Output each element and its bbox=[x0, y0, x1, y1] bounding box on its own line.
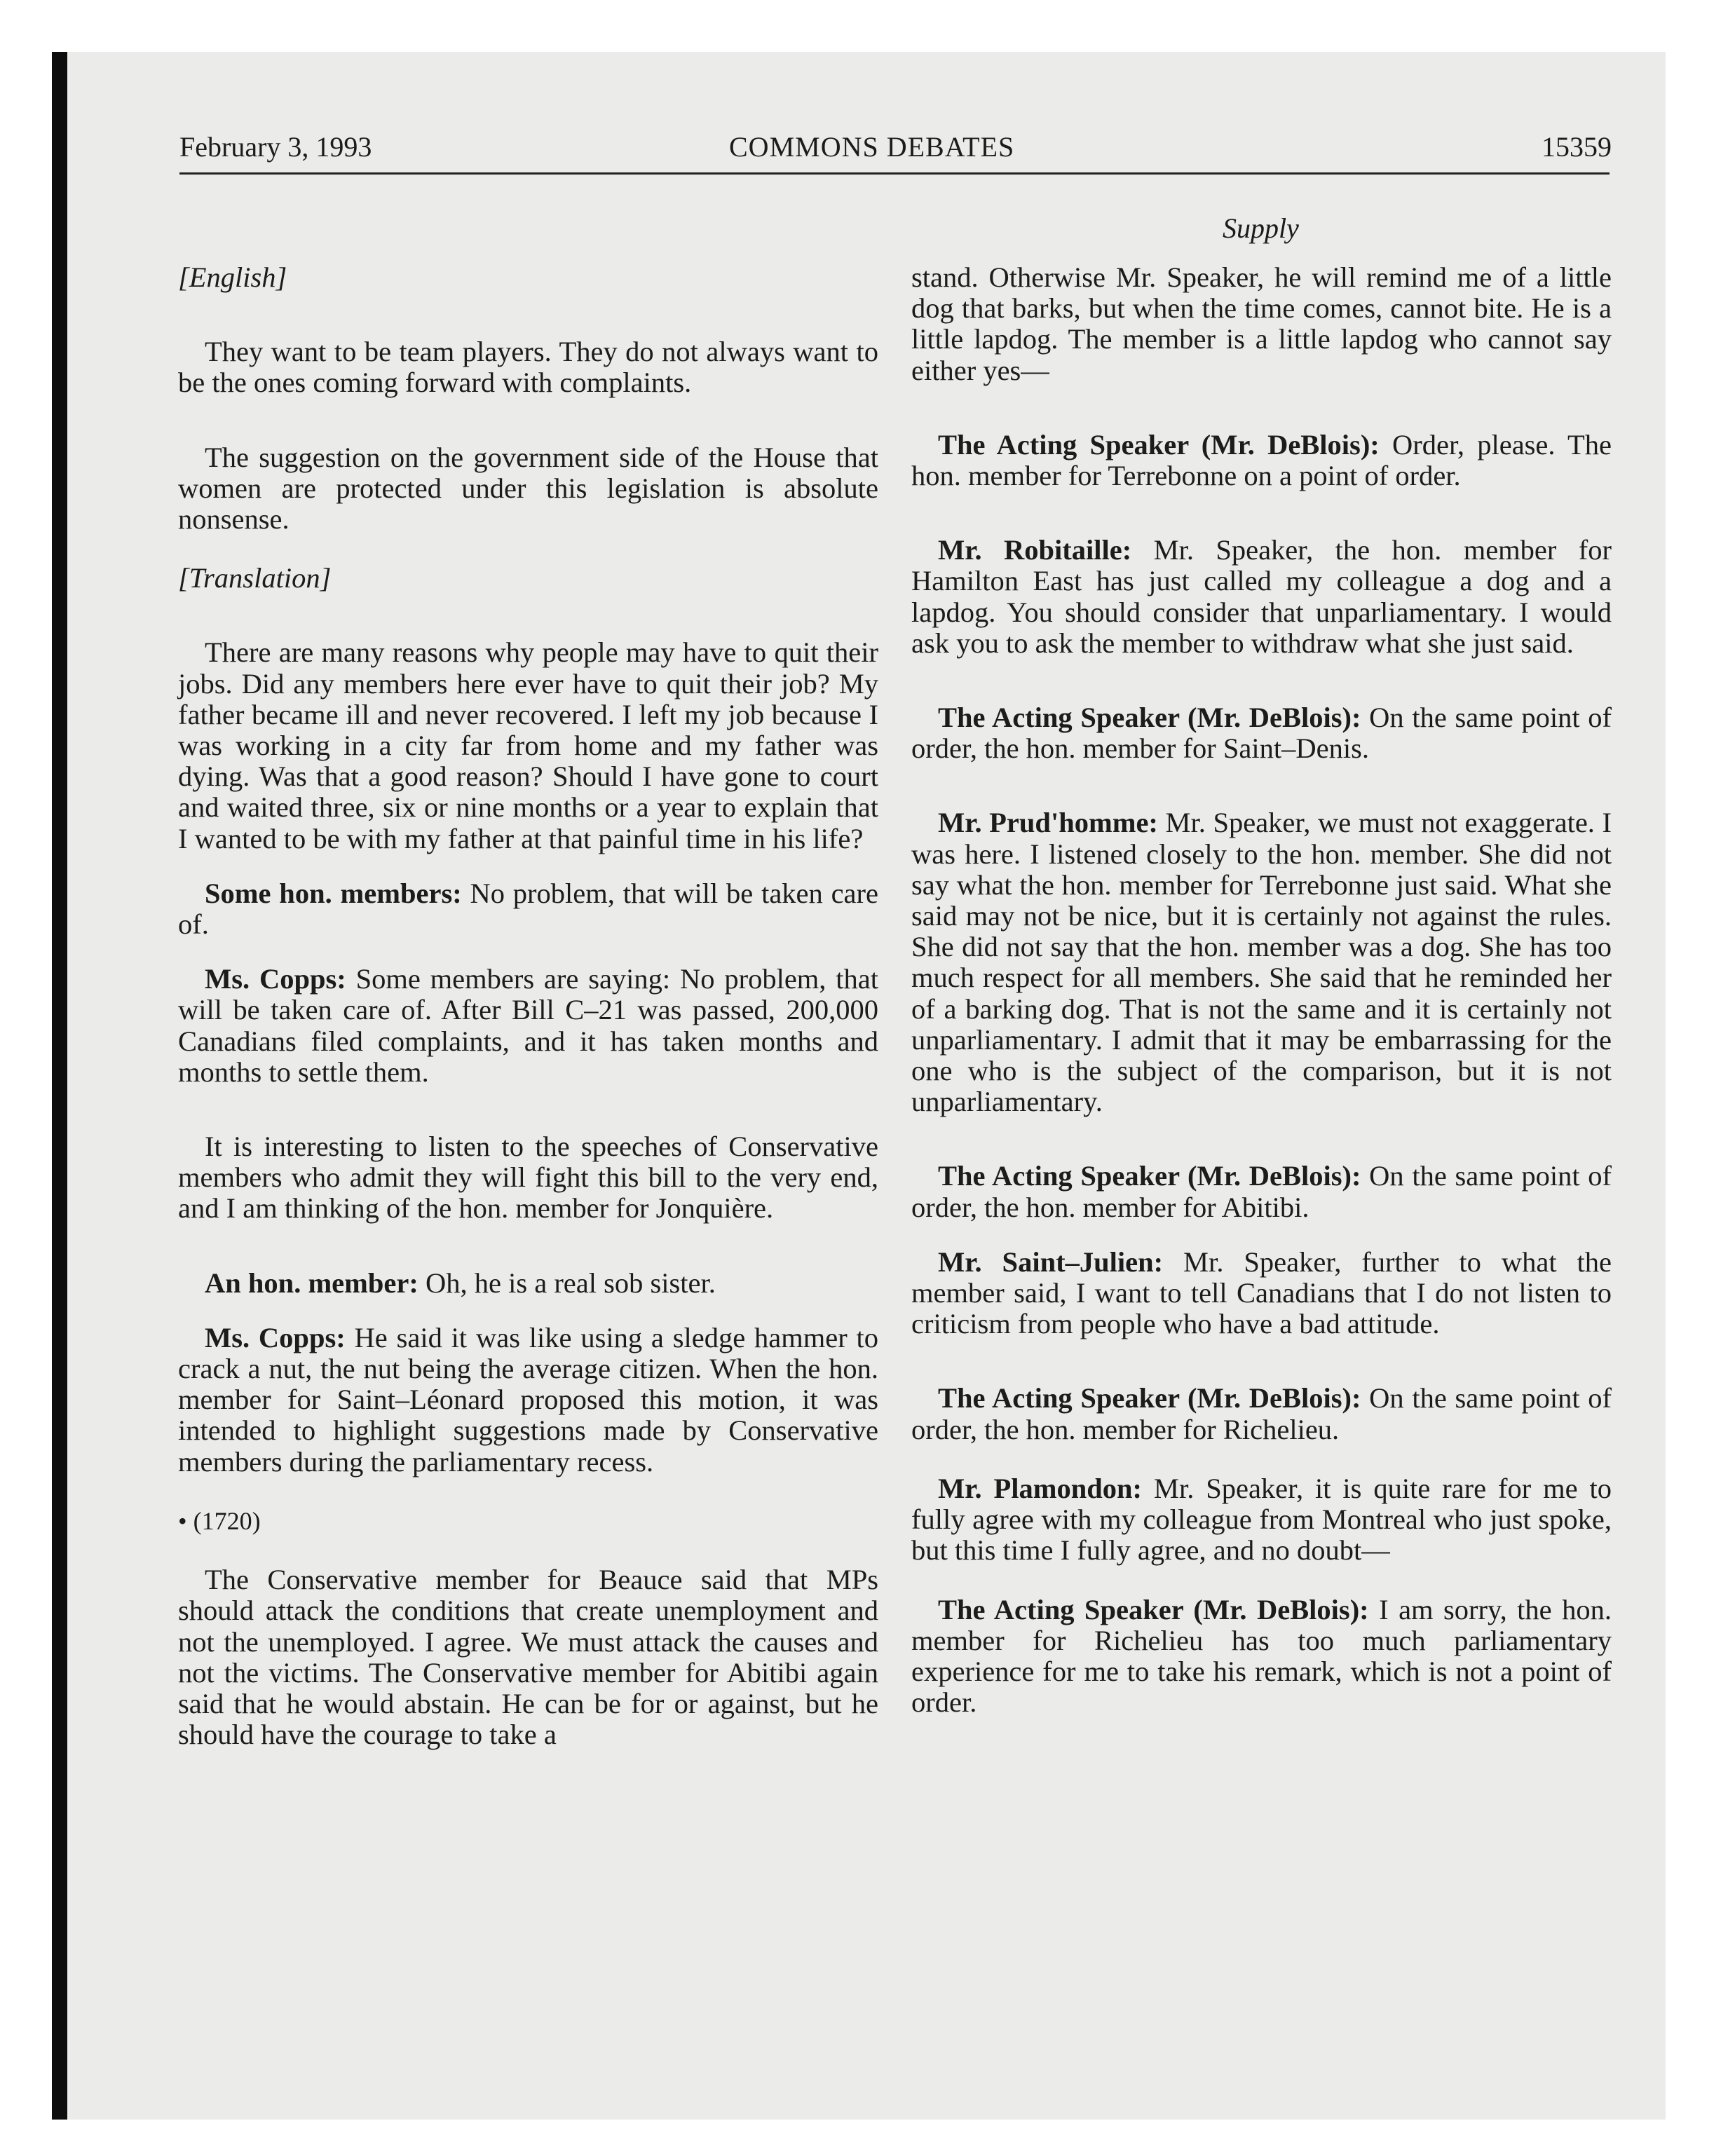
speech-text: He said it was like using a sledge hammer to crack a nut, the nut being the average citizen. When the hon. member for Saint–Léonard proposed this motion, it was intended to highlight suggestions made by Conservative members during the parliamentary recess. bbox=[178, 1321, 878, 1478]
speech bbox=[911, 1247, 1612, 1340]
speaker-name: Mr. Plamondon: bbox=[938, 1472, 1143, 1504]
timestamp: • (1720) bbox=[178, 1506, 261, 1535]
speech bbox=[911, 430, 1612, 491]
paragraph: There are many reasons why people may have to quit their jobs. Did any members here ever have to quit their job? My father became ill and never recovered. I left my job because I was working in a city far from home and my father was dying. Was that a good reason? Should I have gone to court and waited three, six or nine months or a year to explain that I wanted to be with my father at that painful time in his life? bbox=[178, 636, 878, 854]
speech-text: Mr. Speaker, further to what the member said, I want to tell Canadians that I do not listen to criticism from people who have a bad attitude. bbox=[911, 1246, 1612, 1340]
speech bbox=[911, 807, 1612, 1117]
speaker-name: Some hon. members: bbox=[205, 877, 462, 909]
speech-text: Mr. Speaker, we must not exaggerate. I was here. I listened closely to the hon. member. She did not say what the hon. member for Terrebonne just said. What she said may not be nice, but it is certainly not against the rules. She did not say that the hon. member was a dog. She has too much respect for all members. She said that he reminded her of a barking dog. That is not the same and it is certainly not unparliamentary. I admit that it may be embarrassing for the one who is the subject of the comparison, but it is not unparliamentary. bbox=[911, 807, 1612, 1118]
speaker-name: The Acting Speaker (Mr. DeBlois): bbox=[938, 1593, 1369, 1625]
speech bbox=[911, 1383, 1612, 1445]
speaker-name: Ms. Copps: bbox=[205, 1321, 346, 1353]
speech-text: Mr. Speaker, the hon. member for Hamilton East has just called my colleague a dog and a lapdog. You should consider that unparliamentary. I would ask you to ask the member to withdraw what she just said. bbox=[911, 534, 1612, 659]
speech-text: On the same point of order, the hon. member for Richelieu. bbox=[911, 1382, 1612, 1445]
language-tag: [English] bbox=[178, 261, 287, 293]
speech bbox=[911, 702, 1612, 764]
speech-text: Oh, he is a real sob sister. bbox=[418, 1267, 716, 1299]
speech bbox=[178, 964, 878, 1088]
paragraph: It is interesting to listen to the speeches of Conservative members who admit they will fight this bill to the very end, and I am thinking of the hon. member for Jonquière. bbox=[178, 1131, 878, 1224]
paragraph: stand. Otherwise Mr. Speaker, he will remind me of a little dog that barks, but when the time comes, cannot bite. He is a little lapdog. The member is a little lapdog who cannot say either yes— bbox=[911, 261, 1612, 386]
page-number: 15359 bbox=[1542, 131, 1612, 163]
paragraph: The Conservative member for Beauce said that MPs should attack the conditions that create unemployment and not the unemployed. I agree. We must attack the causes and not the victims. The Conservative member for Abitibi again said that he would abstain. He can be for or against, but he should have the courage to take a bbox=[178, 1564, 878, 1751]
language-tag: [Translation] bbox=[178, 562, 332, 594]
header-title: COMMONS DEBATES bbox=[729, 131, 1015, 163]
speech-text: I am sorry, the hon. member for Richelieu has too much parliamentary experience for me to take his remark, which is not a point of order. bbox=[911, 1593, 1612, 1719]
speech-text: Mr. Speaker, it is quite rare for me to fully agree with my colleague from Montreal who just spoke, but this time I fully agree, and no doubt— bbox=[911, 1472, 1612, 1567]
speaker-name: The Acting Speaker (Mr. DeBlois): bbox=[938, 1160, 1361, 1192]
speech bbox=[178, 878, 878, 940]
right-column bbox=[911, 262, 1612, 1718]
paragraph: The suggestion on the government side of the House that women are protected under this legislation is absolute nonsense. bbox=[178, 441, 878, 535]
speaker-name: Mr. Robitaille: bbox=[938, 534, 1132, 566]
header-rule bbox=[179, 172, 1610, 175]
speaker-name: The Acting Speaker (Mr. DeBlois): bbox=[938, 1382, 1361, 1414]
speaker-name: The Acting Speaker (Mr. DeBlois): bbox=[938, 428, 1380, 460]
speaker-name: Ms. Copps: bbox=[205, 963, 346, 995]
speaker-name: Mr. Prud'homme: bbox=[938, 807, 1158, 839]
running-head: Supply bbox=[1223, 212, 1299, 244]
speech bbox=[911, 535, 1612, 659]
speaker-name: Mr. Saint–Julien: bbox=[938, 1246, 1164, 1278]
speech bbox=[911, 1595, 1612, 1719]
speech bbox=[178, 1323, 878, 1478]
paragraph: They want to be team players. They do not always want to be the ones coming forward with complaints. bbox=[178, 336, 878, 399]
speech-text: On the same point of order, the hon. member for Abitibi. bbox=[911, 1160, 1612, 1223]
speaker-name: The Acting Speaker (Mr. DeBlois): bbox=[938, 702, 1361, 734]
speech-text: Order, please. The hon. member for Terrebonne on a point of order. bbox=[911, 428, 1612, 492]
header-date: February 3, 1993 bbox=[179, 131, 372, 163]
speech-text: No problem, that will be taken care of. bbox=[178, 877, 878, 941]
left-column bbox=[178, 262, 878, 1750]
speech bbox=[911, 1473, 1612, 1567]
book-spine-shadow bbox=[52, 52, 67, 2120]
speech bbox=[178, 1268, 878, 1299]
speaker-name: An hon. member: bbox=[205, 1267, 419, 1299]
speech-text: On the same point of order, the hon. member for Saint–Denis. bbox=[911, 702, 1612, 765]
speech-text: Some members are saying: No problem, that will be taken care of. After Bill C–21 was passed, 200,000 Canadians filed complaints, and it has taken months and months to settle them. bbox=[178, 963, 878, 1088]
speech bbox=[911, 1161, 1612, 1222]
